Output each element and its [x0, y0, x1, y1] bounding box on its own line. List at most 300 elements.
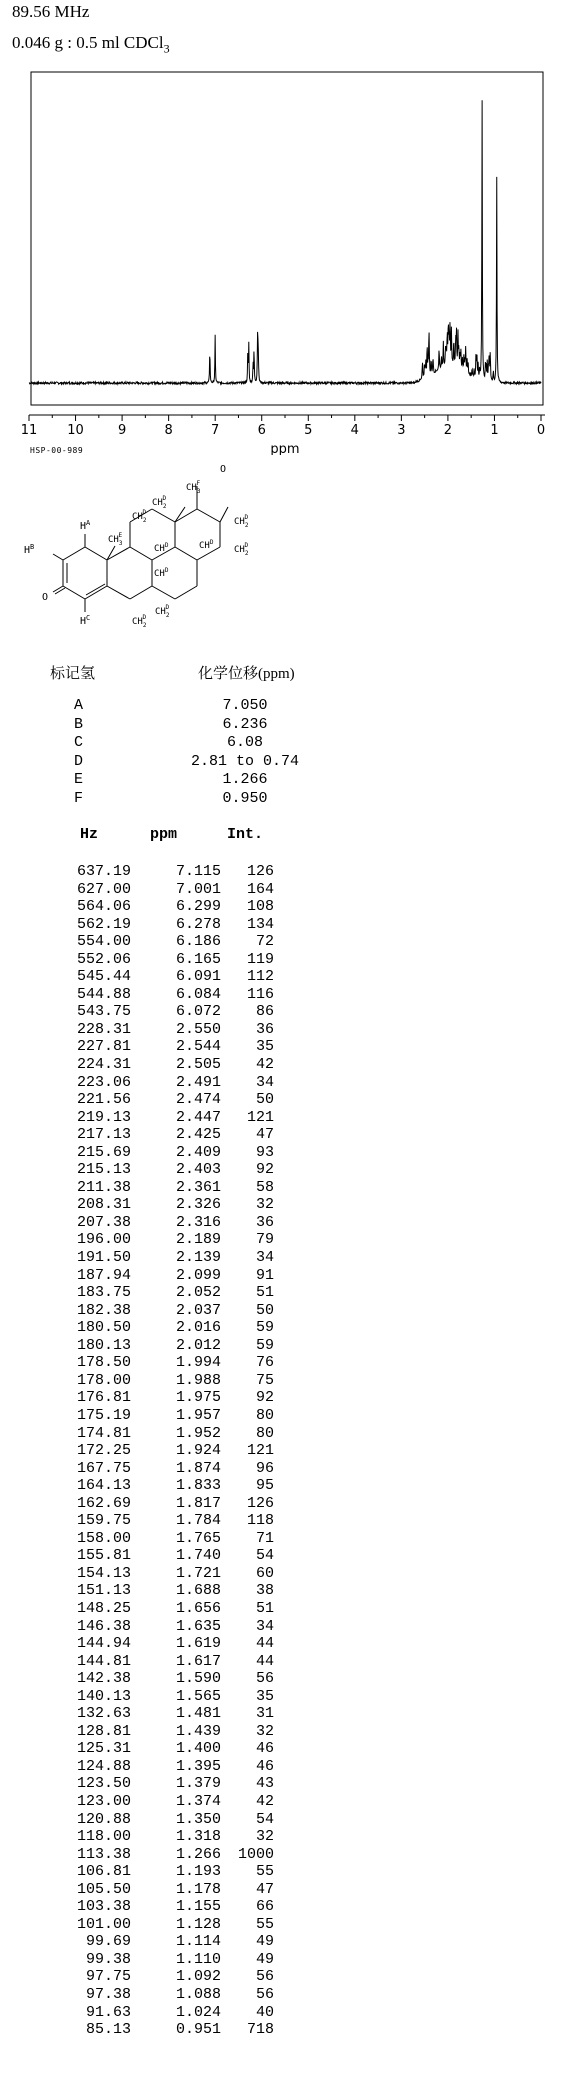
atom-ch2-d5 [234, 514, 249, 529]
atom-subscript: 2 [162, 503, 167, 510]
peak-ppm: 2.550 [175, 1020, 221, 1038]
peak-intensity: 42 [255, 1056, 274, 1074]
assignment-row [74, 716, 314, 735]
atom-proton-tag: B [30, 543, 35, 551]
atom-proton-tag: D [142, 614, 147, 621]
atom-subscript: 3 [196, 488, 201, 495]
peak-row [0, 1109, 400, 1127]
peak-intensity: 47 [255, 1880, 274, 1898]
peak-ppm: 1.565 [175, 1687, 221, 1705]
atom-label: CH [152, 498, 163, 508]
peak-intensity: 96 [255, 1459, 274, 1477]
peak-hz: 146.38 [76, 1617, 131, 1635]
peak-row [0, 968, 400, 986]
atom-proton-tag: D [244, 514, 249, 521]
atom-ch2-d2 [152, 495, 167, 510]
peak-ppm: 1.988 [175, 1371, 221, 1389]
peak-hz: 125.31 [76, 1740, 131, 1758]
atom-subscript: 2 [244, 522, 249, 529]
peak-hz: 219.13 [76, 1108, 131, 1126]
peak-ppm: 2.447 [175, 1108, 221, 1126]
peak-ppm: 2.403 [175, 1161, 221, 1179]
assignment-row [74, 697, 314, 716]
peak-row [0, 1986, 400, 2004]
peak-hz: 182.38 [76, 1301, 131, 1319]
peak-row [0, 1442, 400, 1460]
peak-ppm: 1.635 [175, 1617, 221, 1635]
peak-hz: 99.69 [85, 1933, 131, 1951]
peak-intensity: 112 [246, 968, 274, 986]
atom-ch2-d6 [234, 542, 249, 557]
x-tick-label: 1 [490, 423, 499, 438]
peak-ppm: 6.186 [175, 933, 221, 951]
peak-hz: 544.88 [76, 985, 131, 1003]
atom-label: CH [199, 541, 210, 551]
peak-row [0, 1091, 400, 1109]
atom-h-a [80, 519, 91, 532]
x-tick-label: 10 [67, 423, 84, 438]
x-tick-label: 4 [350, 423, 359, 438]
peak-row [0, 1723, 400, 1741]
peak-row [0, 1530, 400, 1548]
peak-hz: 132.63 [76, 1705, 131, 1723]
peak-intensity: 1000 [237, 1845, 274, 1863]
peak-row [0, 1460, 400, 1478]
peak-intensity: 75 [255, 1371, 274, 1389]
peak-intensity: 92 [255, 1161, 274, 1179]
peak-ppm: 1.833 [175, 1477, 221, 1495]
peak-ppm: 7.115 [175, 863, 221, 880]
peak-ppm: 1.817 [175, 1494, 221, 1512]
peak-ppm: 1.350 [175, 1810, 221, 1828]
peak-hz: 552.06 [76, 950, 131, 968]
atom-subscript: 2 [244, 550, 249, 557]
x-tick-label: 6 [257, 423, 266, 438]
peak-ppm: 1.128 [175, 1915, 221, 1933]
atom-subscript: 2 [142, 517, 147, 524]
peak-hz: 637.19 [76, 863, 131, 880]
assignment-label: D [74, 752, 84, 770]
peak-row [0, 1425, 400, 1443]
peak-ppm: 2.491 [175, 1073, 221, 1091]
peak-row [0, 1846, 400, 1864]
peak-intensity: 86 [255, 1003, 274, 1021]
atom-subscript: 2 [165, 612, 170, 619]
peak-row [0, 1512, 400, 1530]
atom-label: H [24, 545, 31, 556]
peak-hz: 175.19 [76, 1406, 131, 1424]
spectrum-trace [29, 100, 541, 384]
peak-row [0, 1038, 400, 1056]
peak-intensity: 46 [255, 1740, 274, 1758]
atom-h-c [80, 614, 90, 627]
peak-ppm: 1.617 [175, 1652, 221, 1670]
peak-hz: 164.13 [76, 1477, 131, 1495]
atom-label: CH [132, 512, 143, 522]
sample-concentration-subscript: 3 [163, 41, 170, 56]
peak-row [0, 1267, 400, 1285]
peak-row [0, 1618, 400, 1636]
peak-intensity: 54 [255, 1547, 274, 1565]
peak-intensity: 49 [255, 1950, 274, 1968]
peak-ppm: 1.092 [175, 1968, 221, 1986]
peak-hz: 183.75 [76, 1284, 131, 1302]
peak-hz: 207.38 [76, 1213, 131, 1231]
peak-row [0, 1688, 400, 1706]
x-tick-label: 7 [211, 423, 220, 438]
peak-hz: 217.13 [76, 1126, 131, 1144]
peak-row [0, 933, 400, 951]
peak-header-ppm: ppm [150, 826, 178, 843]
peak-ppm: 1.178 [175, 1880, 221, 1898]
peak-row [0, 1372, 400, 1390]
peak-hz: 118.00 [76, 1828, 131, 1846]
peak-row [0, 1898, 400, 1916]
peak-row [0, 1582, 400, 1600]
peak-row [0, 1231, 400, 1249]
peak-intensity: 59 [255, 1319, 274, 1337]
atom-label: CH [155, 607, 166, 617]
peak-ppm: 2.189 [175, 1231, 221, 1249]
peak-row [0, 1214, 400, 1232]
sample-concentration-text: 0.046 g : 0.5 ml CDCl [12, 33, 164, 52]
peak-row [0, 1354, 400, 1372]
atom-ch2-d4 [132, 614, 147, 629]
peak-ppm: 1.784 [175, 1512, 221, 1530]
peak-intensity: 44 [255, 1652, 274, 1670]
assignment-row [74, 753, 314, 772]
peak-hz: 123.50 [76, 1775, 131, 1793]
peak-intensity: 58 [255, 1178, 274, 1196]
peak-row [0, 1389, 400, 1407]
peak-row [0, 1793, 400, 1811]
peak-ppm: 1.155 [175, 1898, 221, 1916]
peak-row [0, 951, 400, 969]
peak-header-hz: Hz [80, 826, 99, 843]
assignment-shift: 6.08 [226, 734, 263, 751]
peak-intensity: 49 [255, 1933, 274, 1951]
peak-hz: 151.13 [76, 1582, 131, 1600]
peak-row [0, 1705, 400, 1723]
x-axis-title: ppm [270, 442, 300, 455]
peak-ppm: 6.299 [175, 898, 221, 916]
peak-row [0, 1144, 400, 1162]
peak-row [0, 1056, 400, 1074]
structure-atoms [24, 464, 249, 629]
peak-hz: 124.88 [76, 1757, 131, 1775]
atom-o-ketone-a: O [42, 592, 49, 603]
peak-ppm: 2.361 [175, 1178, 221, 1196]
peak-hz: 554.00 [76, 933, 131, 951]
peak-hz: 172.25 [76, 1442, 131, 1460]
peak-ppm: 2.425 [175, 1126, 221, 1144]
peak-row [0, 1775, 400, 1793]
peak-intensity: 126 [246, 1494, 274, 1512]
peak-row [0, 1951, 400, 1969]
peak-intensity: 71 [255, 1529, 274, 1547]
peak-ppm: 7.001 [175, 880, 221, 898]
atom-proton-tag: F [196, 480, 201, 487]
peak-ppm: 1.088 [175, 1986, 221, 2003]
peak-ppm: 1.740 [175, 1547, 221, 1565]
peak-intensity: 34 [255, 1617, 274, 1635]
atom-proton-tag: D [244, 542, 249, 549]
assignment-label: A [74, 697, 84, 714]
peak-intensity: 108 [246, 898, 274, 916]
peak-ppm: 1.193 [175, 1863, 221, 1881]
peak-intensity: 32 [255, 1196, 274, 1214]
peak-ppm: 2.099 [175, 1266, 221, 1284]
peak-hz: 545.44 [76, 968, 131, 986]
peak-intensity: 47 [255, 1126, 274, 1144]
peak-intensity: 80 [255, 1424, 274, 1442]
peak-hz: 562.19 [76, 915, 131, 933]
peak-row [0, 2021, 400, 2039]
peak-intensity: 36 [255, 1020, 274, 1038]
peak-row [0, 1828, 400, 1846]
peak-hz: 191.50 [76, 1249, 131, 1267]
x-axis [21, 415, 545, 438]
peak-hz: 215.13 [76, 1161, 131, 1179]
peak-intensity: 56 [255, 1986, 274, 2003]
molecule-structure [20, 462, 310, 652]
peak-intensity: 54 [255, 1810, 274, 1828]
peak-hz: 105.50 [76, 1880, 131, 1898]
peak-intensity: 126 [246, 863, 274, 880]
assignment-shift: 0.950 [222, 789, 268, 807]
peak-intensity: 119 [246, 950, 274, 968]
peak-hz: 99.38 [85, 1950, 131, 1968]
peak-intensity: 121 [246, 1442, 274, 1460]
peak-ppm: 1.374 [175, 1792, 221, 1810]
peak-row [0, 1161, 400, 1179]
assignment-table [74, 697, 314, 808]
peak-intensity: 44 [255, 1635, 274, 1653]
peak-hz: 85.13 [85, 2021, 131, 2039]
peak-ppm: 2.139 [175, 1249, 221, 1267]
x-tick-label: 0 [536, 423, 546, 438]
peak-hz: 543.75 [76, 1003, 131, 1021]
peak-ppm: 2.409 [175, 1143, 221, 1161]
peak-intensity: 32 [255, 1722, 274, 1740]
peak-hz: 215.69 [76, 1143, 131, 1161]
peak-hz: 144.81 [76, 1652, 131, 1670]
peak-ppm: 1.318 [175, 1828, 221, 1846]
peak-intensity: 80 [255, 1406, 274, 1424]
peak-row [0, 916, 400, 934]
peak-ppm: 1.024 [175, 2003, 221, 2021]
peak-hz: 91.63 [85, 2003, 131, 2021]
peak-row [0, 1758, 400, 1776]
peak-intensity: 32 [255, 1828, 274, 1846]
peak-ppm: 1.765 [175, 1529, 221, 1547]
peak-ppm: 1.957 [175, 1406, 221, 1424]
atom-ch3-e [108, 532, 123, 547]
peak-ppm: 0.951 [175, 2021, 221, 2039]
atom-label: CH [234, 545, 245, 555]
peak-row [0, 863, 400, 881]
peak-intensity: 50 [255, 1301, 274, 1319]
peak-intensity: 91 [255, 1266, 274, 1284]
atom-subscript: 3 [118, 540, 123, 547]
atom-proton-tag: D [165, 604, 170, 611]
peak-row [0, 1196, 400, 1214]
x-tick-label: 2 [443, 423, 453, 438]
atom-label: CH [154, 569, 165, 579]
peak-hz: 180.13 [76, 1336, 131, 1354]
peak-ppm: 1.266 [175, 1845, 221, 1863]
peak-row [0, 1126, 400, 1144]
peak-intensity: 51 [255, 1599, 274, 1617]
peak-ppm: 2.037 [175, 1301, 221, 1319]
peak-intensity: 31 [255, 1705, 274, 1723]
peak-hz: 140.13 [76, 1687, 131, 1705]
peak-hz: 97.38 [85, 1986, 131, 2003]
peak-ppm: 2.012 [175, 1336, 221, 1354]
peak-ppm: 2.505 [175, 1056, 221, 1074]
peak-row [0, 1337, 400, 1355]
peak-ppm: 6.165 [175, 950, 221, 968]
peak-intensity: 43 [255, 1775, 274, 1793]
peak-ppm: 1.924 [175, 1442, 221, 1460]
peak-hz: 224.31 [76, 1056, 131, 1074]
peak-ppm: 2.052 [175, 1284, 221, 1302]
assignment-label: B [74, 715, 84, 733]
peak-row [0, 1863, 400, 1881]
peak-hz: 101.00 [76, 1915, 131, 1933]
peak-row [0, 1477, 400, 1495]
assignment-shift: 1.266 [222, 771, 268, 788]
peak-hz: 120.88 [76, 1810, 131, 1828]
peak-intensity: 92 [255, 1389, 274, 1407]
peak-hz: 174.81 [76, 1424, 131, 1442]
peak-intensity: 718 [246, 2021, 274, 2039]
peak-intensity: 134 [246, 915, 274, 933]
peak-intensity: 35 [255, 1687, 274, 1705]
peak-row [0, 1740, 400, 1758]
peak-ppm: 1.688 [175, 1582, 221, 1600]
peak-intensity: 42 [255, 1792, 274, 1810]
peak-row [0, 1003, 400, 1021]
assignment-row [74, 771, 314, 790]
peak-row [0, 1407, 400, 1425]
peak-ppm: 1.379 [175, 1775, 221, 1793]
peak-hz: 123.00 [76, 1792, 131, 1810]
peak-ppm: 6.091 [175, 968, 221, 986]
assignment-label: E [74, 771, 84, 788]
atom-proton-tag: D [164, 567, 169, 574]
peak-hz: 155.81 [76, 1547, 131, 1565]
peak-intensity: 50 [255, 1091, 274, 1109]
atom-label: CH [132, 617, 143, 627]
peak-hz: 158.00 [76, 1529, 131, 1547]
peak-intensity: 164 [246, 880, 274, 898]
assignment-shift: 2.81 to 0.74 [190, 752, 300, 770]
peak-row [0, 1968, 400, 1986]
peak-hz: 227.81 [76, 1038, 131, 1056]
peak-ppm: 6.072 [175, 1003, 221, 1021]
peak-ppm: 1.439 [175, 1722, 221, 1740]
peak-row [0, 1653, 400, 1671]
peak-row [0, 1565, 400, 1583]
peak-ppm: 1.110 [175, 1950, 221, 1968]
peak-row [0, 1600, 400, 1618]
atom-label: CH [154, 544, 165, 554]
atom-ch3-f [186, 480, 201, 495]
x-tick-label: 9 [117, 423, 127, 438]
peak-row [0, 1916, 400, 1934]
peak-intensity: 79 [255, 1231, 274, 1249]
atom-proton-tag: C [86, 614, 91, 622]
peak-intensity: 95 [255, 1477, 274, 1495]
atom-label: CH [108, 535, 119, 545]
peak-ppm: 2.316 [175, 1213, 221, 1231]
atom-label: H [80, 616, 87, 627]
peak-ppm: 2.544 [175, 1038, 221, 1056]
atom-proton-tag: D [164, 542, 169, 549]
peak-row [0, 1021, 400, 1039]
atom-label: CH [186, 483, 197, 493]
atom-ch-d2 [154, 567, 169, 579]
peak-row [0, 1933, 400, 1951]
peak-ppm: 1.721 [175, 1564, 221, 1582]
peak-intensity: 34 [255, 1249, 274, 1267]
peak-intensity: 55 [255, 1863, 274, 1881]
nmr-spectrum-chart [0, 0, 570, 455]
peak-row [0, 1284, 400, 1302]
assignment-row [74, 734, 314, 753]
peak-row [0, 1074, 400, 1092]
atom-label: CH [234, 517, 245, 527]
peak-hz: 162.69 [76, 1494, 131, 1512]
peak-hz: 221.56 [76, 1091, 131, 1109]
peak-intensity: 60 [255, 1564, 274, 1582]
peak-hz: 106.81 [76, 1863, 131, 1881]
peak-intensity: 51 [255, 1284, 274, 1302]
peak-ppm: 1.481 [175, 1705, 221, 1723]
peak-intensity: 56 [255, 1670, 274, 1688]
assignment-label-header: 标记氢 [50, 666, 96, 682]
atom-ch2-d1 [132, 509, 147, 524]
peak-ppm: 2.016 [175, 1319, 221, 1337]
peak-intensity: 121 [246, 1108, 274, 1126]
peak-intensity: 76 [255, 1354, 274, 1372]
peak-ppm: 2.474 [175, 1091, 221, 1109]
peak-ppm: 6.278 [175, 915, 221, 933]
peak-intensity: 56 [255, 1968, 274, 1986]
peak-row [0, 1179, 400, 1197]
peak-hz: 211.38 [76, 1178, 131, 1196]
assignment-shift-header: 化学位移(ppm) [198, 666, 295, 682]
assignment-row [74, 790, 314, 809]
assignment-label: C [74, 734, 84, 751]
peak-row [0, 2004, 400, 2022]
peak-row [0, 1302, 400, 1320]
spectrum-code: HSP-00-989 [30, 446, 84, 455]
peak-row [0, 1670, 400, 1688]
peak-ppm: 1.114 [175, 1933, 221, 1951]
peak-intensity: 36 [255, 1213, 274, 1231]
peak-hz: 208.31 [76, 1196, 131, 1214]
peak-ppm: 1.395 [175, 1757, 221, 1775]
peak-ppm: 1.994 [175, 1354, 221, 1372]
peak-hz: 180.50 [76, 1319, 131, 1337]
atom-proton-tag: A [86, 519, 91, 527]
peak-ppm: 1.619 [175, 1635, 221, 1653]
peak-hz: 228.31 [76, 1020, 131, 1038]
peak-hz: 154.13 [76, 1564, 131, 1582]
peak-row [0, 1547, 400, 1565]
